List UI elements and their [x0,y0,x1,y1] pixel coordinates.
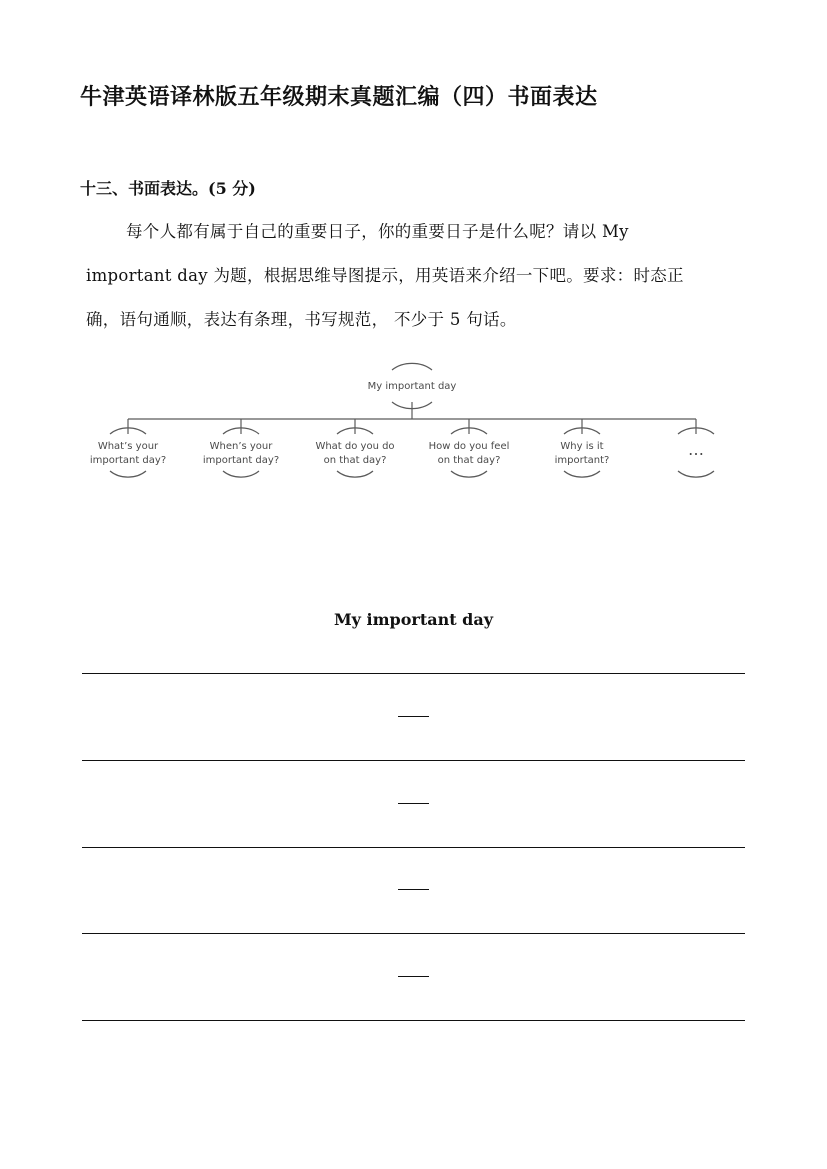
mind-map-node-6-ellipsis: … [688,440,704,459]
prompt-line-1: 每个人都有属于自己的重要日子，你的重要日子是什么呢？请以 My [126,222,629,241]
short-mark [398,716,429,717]
writing-prompt [86,210,748,342]
writing-line [82,847,745,848]
document-title: 牛津英语译林版五年级期末真题汇编（四）书面表达 [80,85,598,110]
mind-map-node-1-line1: What’s your [97,441,159,452]
writing-line [82,933,745,934]
mind-map-center: My important day [367,381,457,392]
mind-map-node-3-line2: on that day? [323,455,387,466]
mind-map-node-2-line2: important day? [202,455,280,466]
mind-map-node-4-line2: on that day? [437,455,501,466]
mind-map-node-3-line1: What do you do [315,441,395,452]
mind-map-node-1-line2: important day? [89,455,167,466]
short-mark [398,976,429,977]
essay-title: My important day [333,610,494,629]
mind-map [82,356,732,486]
writing-line [82,1020,745,1021]
mind-map-node-4-line1: How do you feel [428,441,510,452]
prompt-line-3: 确，语句通顺，表达有条理，书写规范， 不少于 5 句话。 [86,310,517,329]
mind-map-node-5-line2: important? [554,455,610,466]
prompt-line-2: important day 为题，根据思维导图提示，用英语来介绍一下吧。要求：时态正 [86,266,684,285]
mind-map-node-2-line1: When’s your [209,441,273,452]
short-mark [398,803,429,804]
section-heading: 十三、书面表达。(5 分) [80,179,256,198]
mind-map-node-5-line1: Why is it [560,441,604,452]
writing-line [82,673,745,674]
mind-map-center-arc-top [392,363,432,370]
writing-line [82,760,745,761]
short-mark [398,889,429,890]
